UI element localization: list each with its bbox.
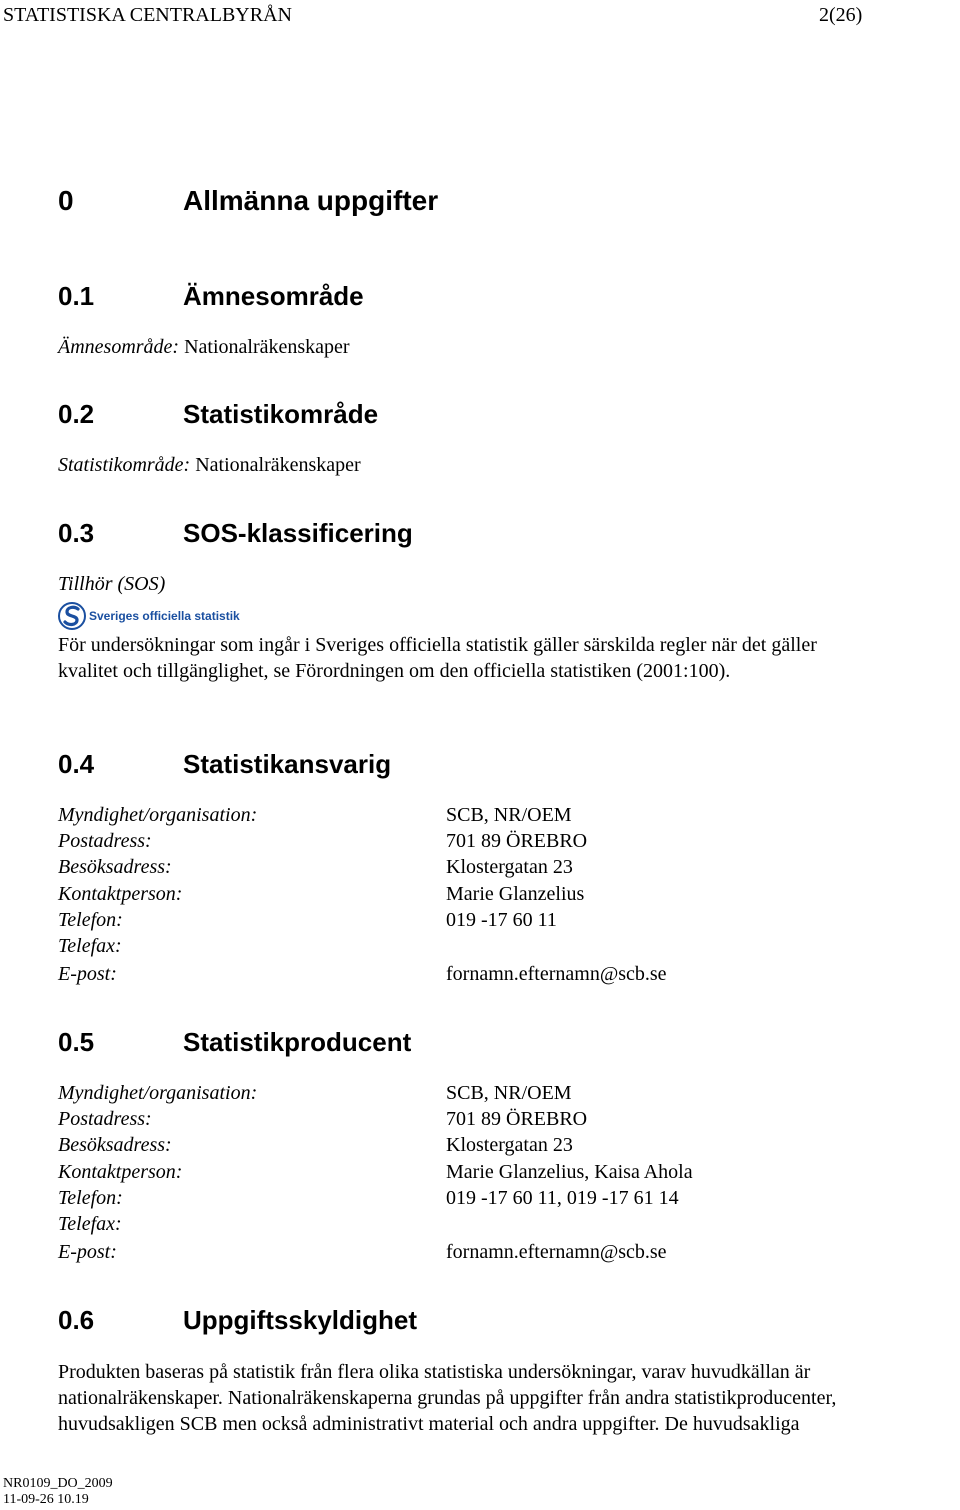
section-number-0-1: 0.1: [58, 281, 95, 311]
section-number-0: 0: [58, 185, 74, 216]
responsible-label-postal: Postadress:: [58, 830, 152, 852]
section-number-0-5: 0.5: [58, 1027, 95, 1057]
responsible-label-fax: Telefax:: [58, 935, 122, 957]
producer-label-email: E-post:: [58, 1241, 117, 1263]
responsible-value-email: fornamn.efternamn@scb.se: [446, 963, 667, 985]
producer-label-phone: Telefon:: [58, 1187, 123, 1209]
section-title-0-5: Statistikproducent: [183, 1027, 412, 1057]
producer-label-postal: Postadress:: [58, 1108, 152, 1130]
running-header-org: STATISTISKA CENTRALBYRÅN: [3, 4, 292, 26]
subject-area-line: [58, 336, 350, 359]
section-title-0-6: Uppgiftsskyldighet: [183, 1305, 418, 1335]
producer-value-visit: Klostergatan 23: [446, 1134, 573, 1156]
statistics-area-line: [58, 454, 361, 477]
responsible-value-org: SCB, NR/OEM: [446, 804, 572, 826]
section-number-0-6: 0.6: [58, 1305, 95, 1335]
producer-value-postal: 701 89 ÖREBRO: [446, 1108, 588, 1130]
responsible-label-phone: Telefon:: [58, 909, 123, 931]
statistics-area-value: Nationalräkenskaper: [195, 454, 361, 476]
section-title-0-2: Statistikområde: [183, 399, 379, 429]
responsible-label-org: Myndighet/organisation:: [58, 804, 258, 826]
footer-date: 11-09-26 10.19: [3, 1492, 89, 1507]
sos-logo-text: Sveriges officiella statistik: [89, 609, 240, 623]
responsible-label-visit: Besöksadress:: [58, 856, 172, 878]
producer-value-org: SCB, NR/OEM: [446, 1082, 572, 1104]
footer-doc-id: NR0109_DO_2009: [3, 1476, 113, 1491]
producer-value-phone: 019 -17 60 11, 019 -17 61 14: [446, 1187, 679, 1209]
section-title-0-1: Ämnesområde: [183, 281, 364, 311]
section-title-0-4: Statistikansvarig: [183, 749, 392, 779]
producer-value-contact: Marie Glanzelius, Kaisa Ahola: [446, 1161, 693, 1183]
producer-label-contact: Kontaktperson:: [58, 1161, 183, 1183]
responsible-label-contact: Kontaktperson:: [58, 883, 183, 905]
producer-label-visit: Besöksadress:: [58, 1134, 172, 1156]
belongs-to-sos-label: Tillhör (SOS): [58, 573, 166, 595]
responsible-value-visit: Klostergatan 23: [446, 856, 573, 878]
sos-logo: [58, 601, 244, 631]
section-number-0-2: 0.2: [58, 399, 95, 429]
section-number-0-4: 0.4: [58, 749, 95, 779]
producer-label-fax: Telefax:: [58, 1213, 122, 1235]
sos-paragraph: För undersökningar som ingår i Sveriges officiella statistik gäller särskilda regler när det gäller kvalitet och tillgänglighet, se Förordningen om den officiella statistiken (2001:100).: [58, 634, 817, 682]
page-number: 2(26): [819, 4, 863, 26]
responsible-label-email: E-post:: [58, 963, 117, 985]
statistics-area-label: Statistikområde:: [58, 454, 191, 476]
responsible-value-contact: Marie Glanzelius: [446, 883, 585, 905]
section-title-0-3: SOS-klassificering: [183, 518, 413, 548]
sos-logo-mark: [58, 601, 244, 631]
responsible-value-phone: 019 -17 60 11: [446, 909, 557, 931]
subject-area-value: Nationalräkenskaper: [184, 336, 350, 358]
producer-value-email: fornamn.efternamn@scb.se: [446, 1241, 667, 1263]
section-title-0: Allmänna uppgifter: [183, 185, 439, 216]
producer-label-org: Myndighet/organisation:: [58, 1082, 258, 1104]
responsible-value-postal: 701 89 ÖREBRO: [446, 830, 588, 852]
subject-area-label: Ämnesområde:: [58, 336, 180, 358]
reporting-obligation-paragraph: Produkten baseras på statistik från flera olika statistiska undersökningar, varav huvudkällan är nationalräkenskaper. Nationalräkenskaperna grundas på uppgifter från andra statistikproducenter, huvudsakligen SCB men också administrativt material och andra uppgifter. De huvudsakliga: [58, 1361, 837, 1435]
section-number-0-3: 0.3: [58, 518, 95, 548]
